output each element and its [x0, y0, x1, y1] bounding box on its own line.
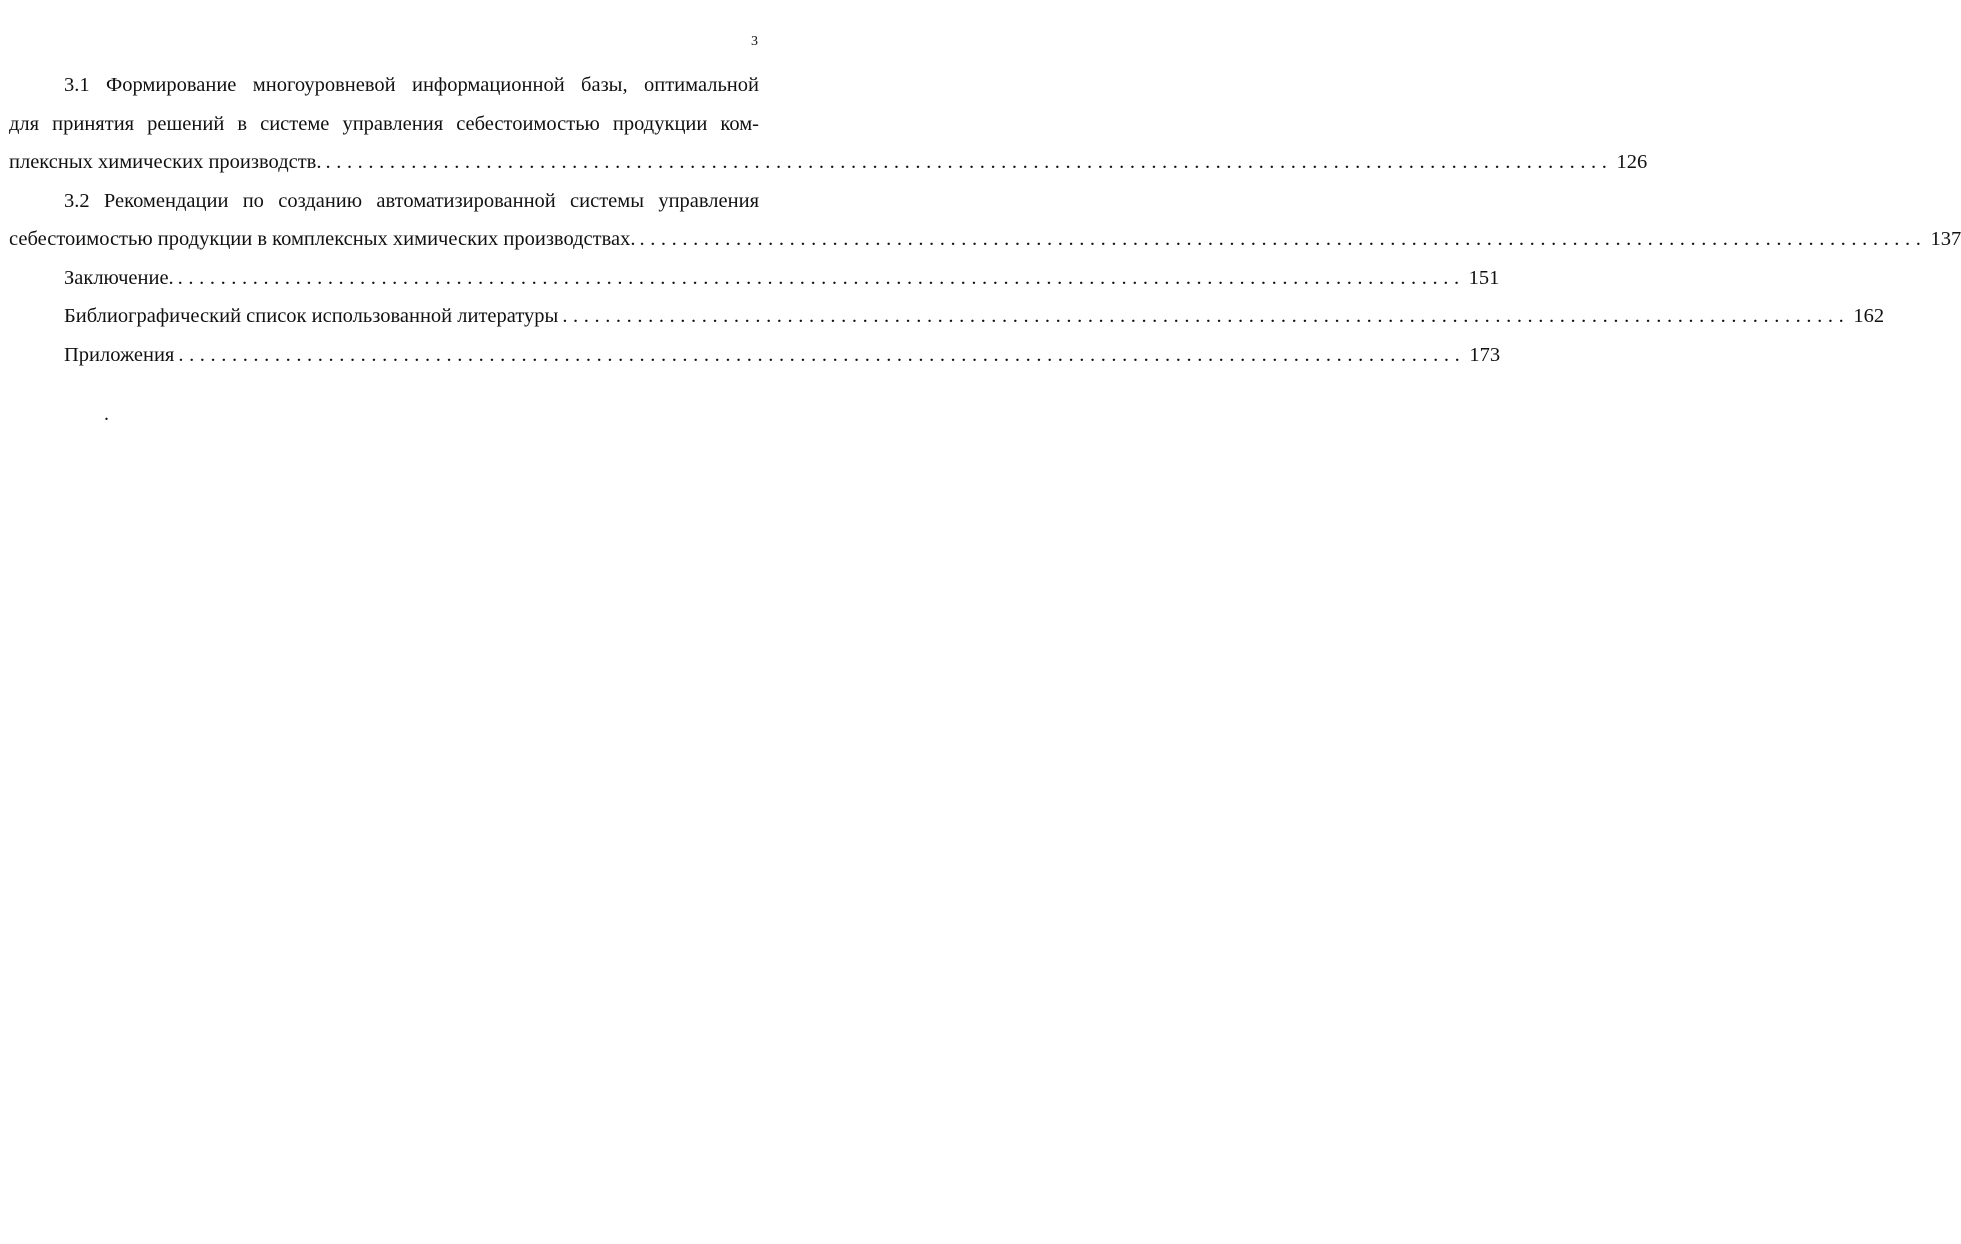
toc-entry-tail	[9, 143, 1648, 182]
toc-entry-line: для принятия решений в системе управления себестоимостью продукции ком-	[9, 112, 759, 135]
toc-page-number: 137	[1930, 228, 1961, 250]
dot-leader: ........................................................................................................................	[177, 266, 1465, 289]
toc-page-number: 151	[1468, 266, 1500, 289]
toc-entry-title: Библиографический список использованной литературы	[64, 305, 559, 327]
dot-leader: ........................................................................................................................	[562, 305, 1850, 327]
dot-leader: ........................................................................................................................	[178, 343, 1466, 366]
toc-page-number: 162	[1853, 305, 1885, 327]
toc-entry-conclusion	[9, 259, 1500, 298]
toc-entry-title-end: плексных химических производств.	[9, 151, 322, 173]
toc-entry-title: Приложения	[64, 343, 175, 366]
toc-entry-line: 3.2 Рекомендации по созданию автоматизированной системы управления	[64, 189, 759, 212]
toc-entry-tail	[9, 297, 1885, 336]
toc-entry-title: Заключение.	[64, 266, 174, 289]
toc-entry-tail	[9, 259, 1500, 298]
toc-page-number: 126	[1616, 151, 1648, 173]
dot-leader: ........................................................................................................................	[639, 228, 1927, 250]
toc-entry-3-2	[9, 182, 1961, 259]
dot-leader: ........................................................................................................................	[325, 151, 1613, 173]
toc-entry-title-end: себестоимостью продукции в комплексных химических производствах.	[9, 228, 636, 250]
page-number: 3	[751, 34, 758, 49]
stray-mark: .	[104, 403, 109, 425]
toc-page-number: 173	[1469, 343, 1501, 366]
toc-entry-tail	[9, 220, 1961, 259]
toc-entry-appendices	[9, 336, 1501, 375]
toc-entry-3-1	[9, 66, 1648, 182]
table-of-contents	[9, 66, 1961, 374]
toc-entry-bibliography	[9, 297, 1885, 336]
toc-entry-tail	[9, 336, 1501, 375]
toc-entry-line: 3.1 Формирование многоуровневой информационной базы, оптимальной	[64, 74, 759, 96]
